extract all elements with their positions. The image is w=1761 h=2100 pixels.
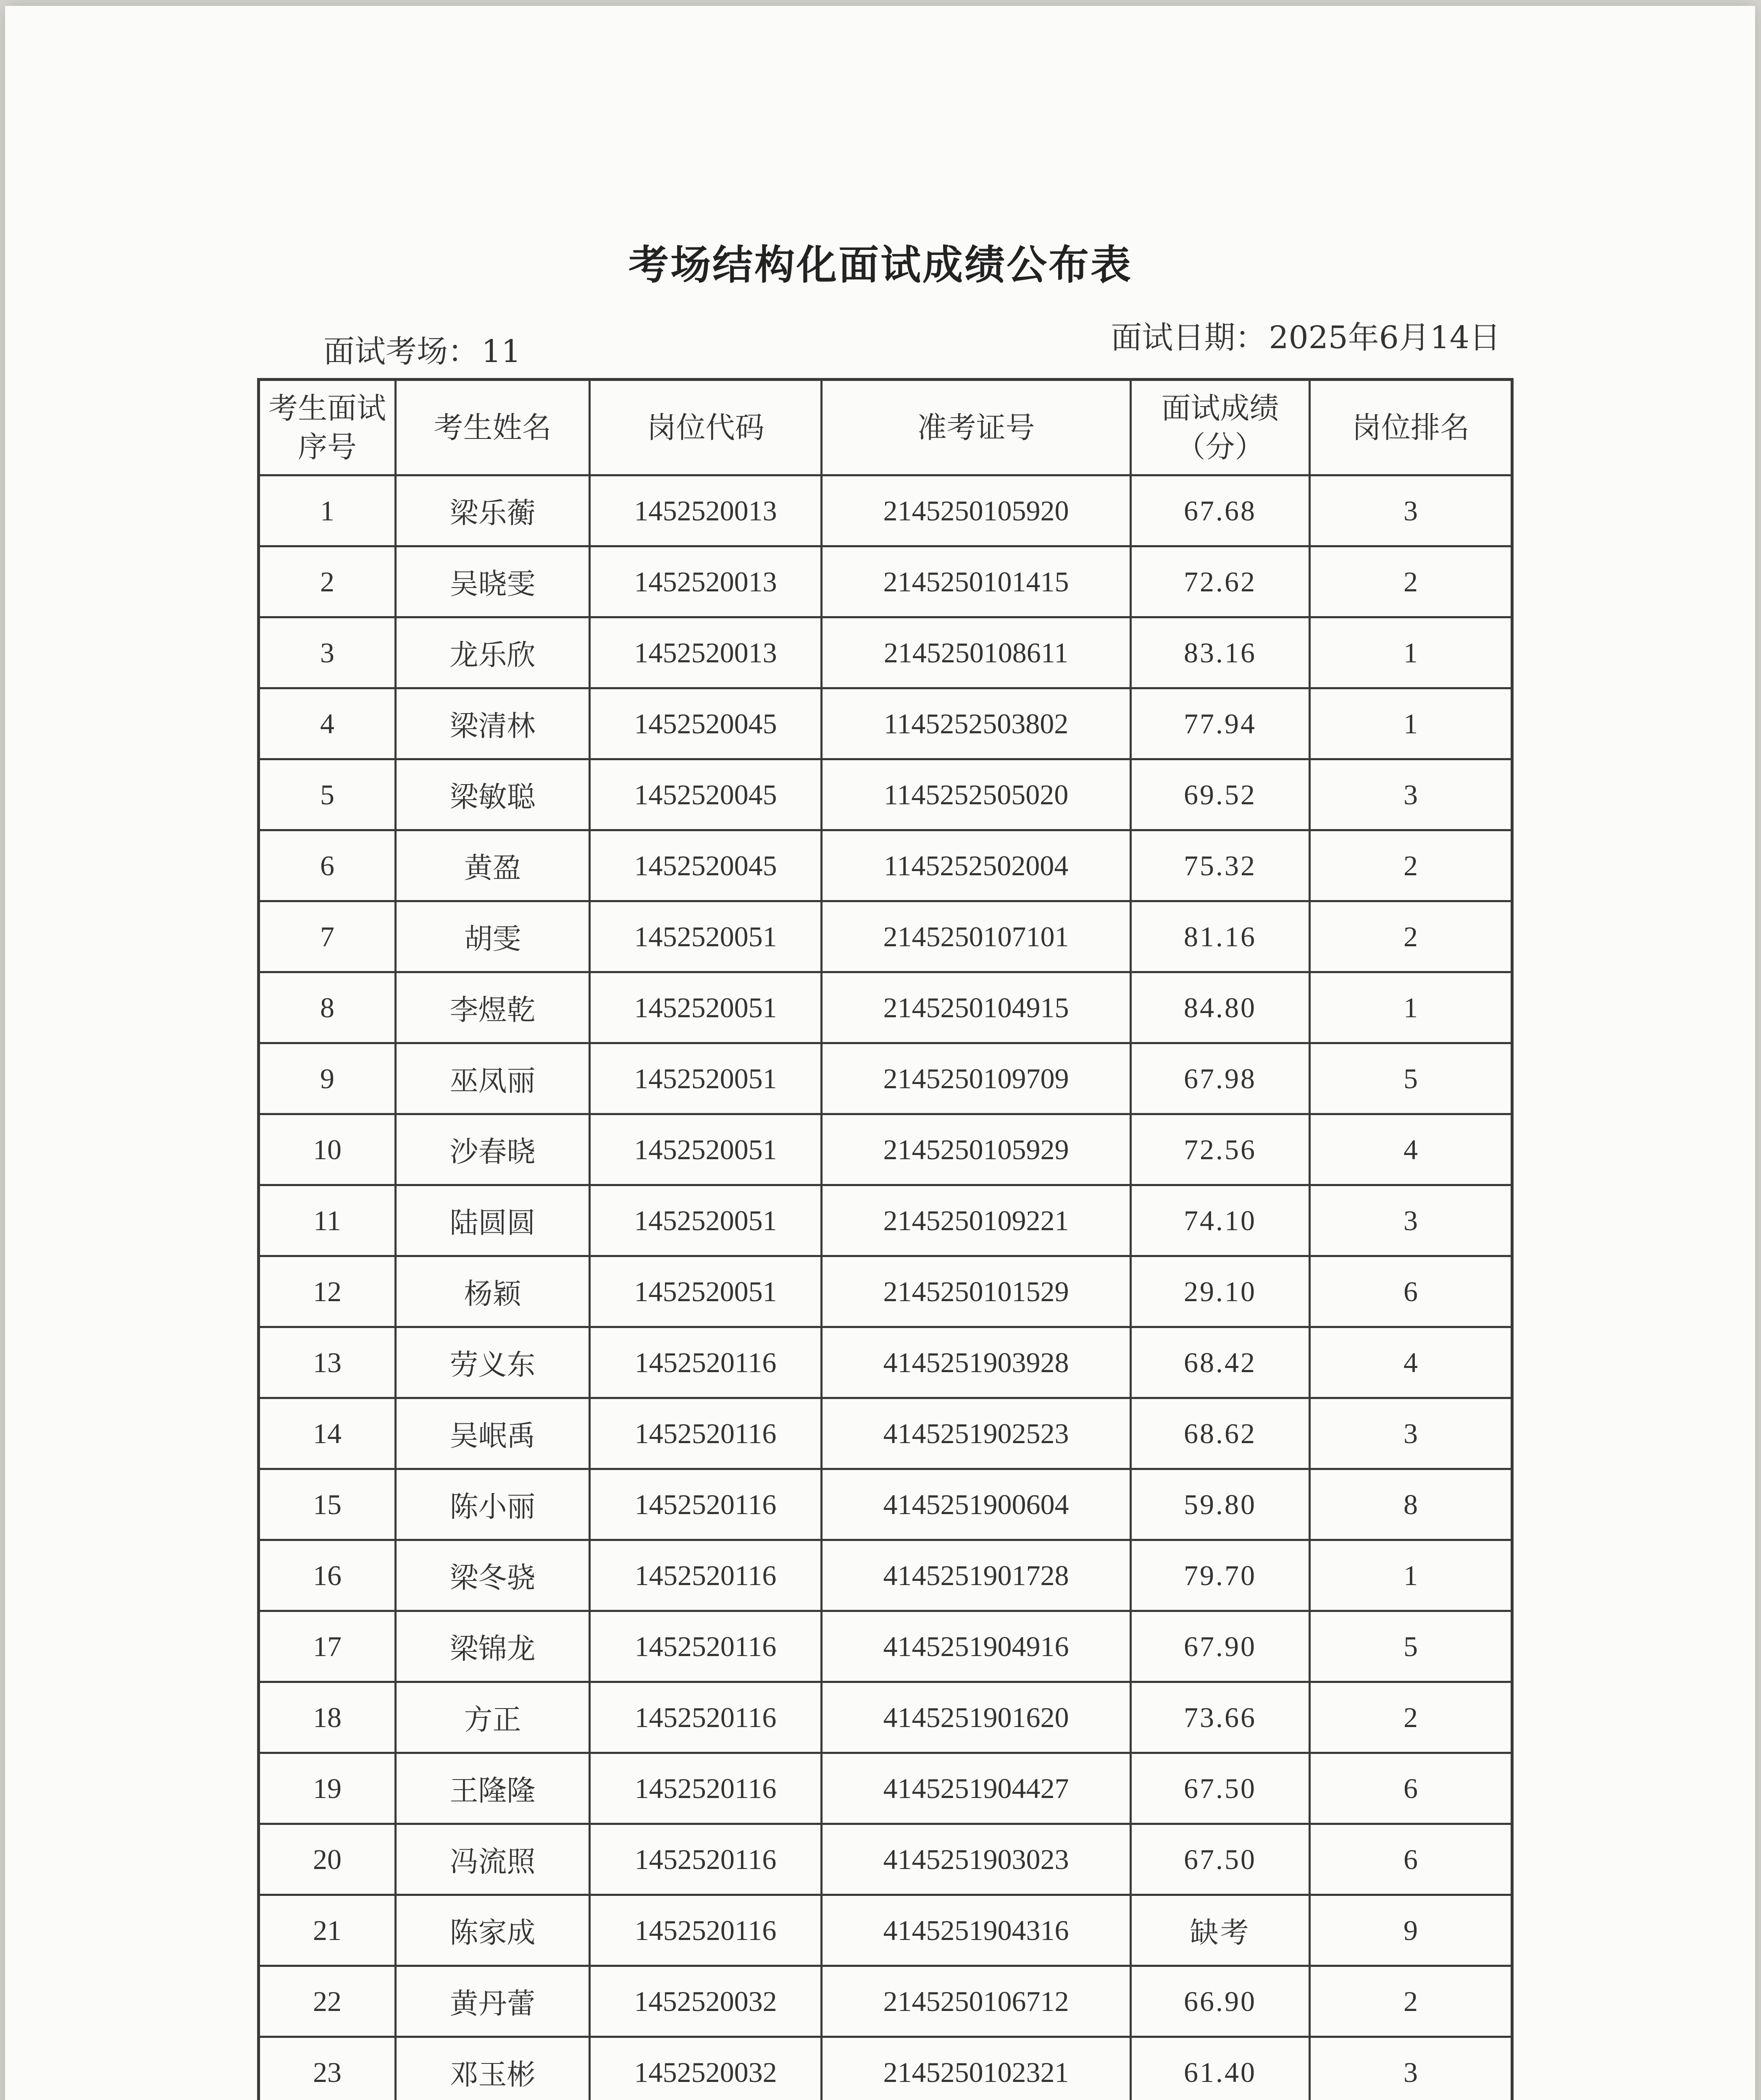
cell-ticket-number: 4145251903023: [822, 1824, 1131, 1895]
cell-seq: 2: [259, 546, 396, 617]
header-post-code: 岗位代码: [590, 380, 822, 475]
header-name: 考生姓名: [396, 380, 590, 475]
cell-seq: 10: [259, 1114, 396, 1185]
cell-rank: 1: [1310, 972, 1512, 1043]
table-row: [259, 901, 1512, 972]
cell-seq: 18: [259, 1682, 396, 1753]
cell-name: 梁清林: [396, 688, 590, 759]
cell-post-code: 1452520051: [590, 901, 822, 972]
cell-seq: 4: [259, 688, 396, 759]
cell-ticket-number: 4145251901620: [822, 1682, 1131, 1753]
cell-post-code: 1452520032: [590, 2037, 822, 2100]
cell-rank: 2: [1310, 1682, 1512, 1753]
table-row: [259, 546, 1512, 617]
cell-post-code: 1452520116: [590, 1824, 822, 1895]
cell-ticket-number: 1145252503802: [822, 688, 1131, 759]
cell-ticket-number: 2145250106712: [822, 1966, 1131, 2037]
table-body: [259, 475, 1512, 2100]
cell-name: 黄盈: [396, 830, 590, 901]
cell-ticket-number: 1145252502004: [822, 830, 1131, 901]
table-row: [259, 1114, 1512, 1185]
cell-ticket-number: 2145250107101: [822, 901, 1131, 972]
cell-name: 梁乐蘅: [396, 475, 590, 546]
cell-score: 68.62: [1131, 1398, 1310, 1469]
cell-seq: 20: [259, 1824, 396, 1895]
cell-score: 67.98: [1131, 1043, 1310, 1114]
cell-score: 73.66: [1131, 1682, 1310, 1753]
cell-seq: 15: [259, 1469, 396, 1540]
table-row: [259, 1895, 1512, 1966]
interview-date: [1111, 313, 1501, 357]
cell-name: 沙春晓: [396, 1114, 590, 1185]
cell-score: 66.90: [1131, 1966, 1310, 2037]
cell-seq: 11: [259, 1185, 396, 1256]
exam-room-label: 面试考场：: [323, 333, 479, 370]
header-score: 面试成绩（分）: [1131, 380, 1310, 475]
cell-seq: 3: [259, 617, 396, 688]
table-row: [259, 1824, 1512, 1895]
table-row: [259, 1540, 1512, 1611]
cell-score: 72.56: [1131, 1114, 1310, 1185]
exam-room: [323, 327, 521, 371]
cell-rank: 1: [1310, 617, 1512, 688]
table-row: [259, 1327, 1512, 1398]
cell-post-code: 1452520013: [590, 475, 822, 546]
cell-score: 83.16: [1131, 617, 1310, 688]
table-row: [259, 1682, 1512, 1753]
cell-score: 79.70: [1131, 1540, 1310, 1611]
table-row: [259, 688, 1512, 759]
cell-score: 84.80: [1131, 972, 1310, 1043]
cell-ticket-number: 4145251903928: [822, 1327, 1131, 1398]
cell-ticket-number: 2145250105929: [822, 1114, 1131, 1185]
cell-name: 陈家成: [396, 1895, 590, 1966]
cell-seq: 7: [259, 901, 396, 972]
cell-ticket-number: 2145250102321: [822, 2037, 1131, 2100]
cell-rank: 2: [1310, 546, 1512, 617]
table-row: [259, 1398, 1512, 1469]
cell-score: 68.42: [1131, 1327, 1310, 1398]
cell-post-code: 1452520116: [590, 1469, 822, 1540]
cell-post-code: 1452520116: [590, 1895, 822, 1966]
cell-ticket-number: 4145251901728: [822, 1540, 1131, 1611]
table-row: [259, 475, 1512, 546]
cell-seq: 19: [259, 1753, 396, 1824]
cell-score: 67.68: [1131, 475, 1310, 546]
cell-seq: 17: [259, 1611, 396, 1682]
table-row: [259, 1043, 1512, 1114]
cell-post-code: 1452520045: [590, 759, 822, 830]
cell-post-code: 1452520116: [590, 1398, 822, 1469]
scores-table: [257, 378, 1514, 2100]
cell-seq: 14: [259, 1398, 396, 1469]
cell-rank: 4: [1310, 1327, 1512, 1398]
cell-post-code: 1452520116: [590, 1611, 822, 1682]
cell-post-code: 1452520116: [590, 1682, 822, 1753]
cell-name: 黄丹蕾: [396, 1966, 590, 2037]
cell-name: 王隆隆: [396, 1753, 590, 1824]
cell-score: 61.40: [1131, 2037, 1310, 2100]
table-row: [259, 1469, 1512, 1540]
cell-rank: 3: [1310, 2037, 1512, 2100]
cell-name: 劳义东: [396, 1327, 590, 1398]
cell-score: 77.94: [1131, 688, 1310, 759]
header-rank: 岗位排名: [1310, 380, 1512, 475]
cell-rank: 1: [1310, 688, 1512, 759]
cell-post-code: 1452520051: [590, 1114, 822, 1185]
cell-rank: 2: [1310, 1966, 1512, 2037]
cell-name: 梁锦龙: [396, 1611, 590, 1682]
cell-rank: 3: [1310, 1398, 1512, 1469]
cell-score: 缺考: [1131, 1895, 1310, 1966]
cell-seq: 8: [259, 972, 396, 1043]
cell-rank: 5: [1310, 1043, 1512, 1114]
cell-ticket-number: 1145252505020: [822, 759, 1131, 830]
cell-ticket-number: 4145251904916: [822, 1611, 1131, 1682]
cell-name: 陆圆圆: [396, 1185, 590, 1256]
cell-post-code: 1452520116: [590, 1327, 822, 1398]
cell-name: 方正: [396, 1682, 590, 1753]
cell-score: 75.32: [1131, 830, 1310, 901]
cell-post-code: 1452520051: [590, 972, 822, 1043]
cell-post-code: 1452520116: [590, 1540, 822, 1611]
cell-rank: 3: [1310, 1185, 1512, 1256]
cell-name: 邓玉彬: [396, 2037, 590, 2100]
cell-rank: 5: [1310, 1611, 1512, 1682]
cell-seq: 13: [259, 1327, 396, 1398]
cell-rank: 1: [1310, 1540, 1512, 1611]
cell-rank: 9: [1310, 1895, 1512, 1966]
interview-date-value: 2025年6月14日: [1269, 320, 1501, 356]
cell-post-code: 1452520116: [590, 1753, 822, 1824]
cell-rank: 2: [1310, 830, 1512, 901]
table-row: [259, 1753, 1512, 1824]
cell-rank: 6: [1310, 1824, 1512, 1895]
header-seq: 考生面试序号: [259, 380, 396, 475]
cell-ticket-number: 2145250101415: [822, 546, 1131, 617]
cell-post-code: 1452520045: [590, 830, 822, 901]
table-header-row: [259, 380, 1512, 475]
cell-name: 胡雯: [396, 901, 590, 972]
table-row: [259, 830, 1512, 901]
interview-date-label: 面试日期：: [1111, 320, 1267, 356]
cell-name: 吴晓雯: [396, 546, 590, 617]
cell-post-code: 1452520051: [590, 1185, 822, 1256]
table-row: [259, 1611, 1512, 1682]
cell-name: 梁敏聪: [396, 759, 590, 830]
cell-post-code: 1452520013: [590, 617, 822, 688]
cell-ticket-number: 4145251904316: [822, 1895, 1131, 1966]
table-row: [259, 972, 1512, 1043]
cell-ticket-number: 2145250101529: [822, 1256, 1131, 1327]
cell-rank: 6: [1310, 1753, 1512, 1824]
cell-seq: 1: [259, 475, 396, 546]
cell-ticket-number: 2145250104915: [822, 972, 1131, 1043]
cell-score: 67.50: [1131, 1824, 1310, 1895]
cell-seq: 5: [259, 759, 396, 830]
table-row: [259, 1185, 1512, 1256]
cell-ticket-number: 4145251902523: [822, 1398, 1131, 1469]
cell-post-code: 1452520051: [590, 1256, 822, 1327]
cell-name: 龙乐欣: [396, 617, 590, 688]
exam-room-value: 11: [481, 333, 521, 370]
cell-rank: 2: [1310, 901, 1512, 972]
cell-name: 杨颖: [396, 1256, 590, 1327]
cell-score: 59.80: [1131, 1469, 1310, 1540]
cell-score: 67.50: [1131, 1753, 1310, 1824]
cell-score: 74.10: [1131, 1185, 1310, 1256]
cell-name: 冯流照: [396, 1824, 590, 1895]
cell-score: 29.10: [1131, 1256, 1310, 1327]
cell-ticket-number: 4145251904427: [822, 1753, 1131, 1824]
cell-ticket-number: 2145250108611: [822, 617, 1131, 688]
cell-name: 吴岷禹: [396, 1398, 590, 1469]
cell-post-code: 1452520013: [590, 546, 822, 617]
cell-name: 巫凤丽: [396, 1043, 590, 1114]
cell-ticket-number: 2145250109709: [822, 1043, 1131, 1114]
cell-seq: 23: [259, 2037, 396, 2100]
table-row: [259, 617, 1512, 688]
cell-rank: 4: [1310, 1114, 1512, 1185]
cell-post-code: 1452520032: [590, 1966, 822, 2037]
cell-seq: 16: [259, 1540, 396, 1611]
cell-seq: 9: [259, 1043, 396, 1114]
table-row: [259, 1966, 1512, 2037]
cell-seq: 21: [259, 1895, 396, 1966]
table-row: [259, 759, 1512, 830]
cell-score: 67.90: [1131, 1611, 1310, 1682]
table-row: [259, 1256, 1512, 1327]
cell-post-code: 1452520045: [590, 688, 822, 759]
page-title: 考场结构化面试成绩公布表: [628, 241, 1133, 289]
header-ticket-number: 准考证号: [822, 380, 1131, 475]
cell-ticket-number: 2145250109221: [822, 1185, 1131, 1256]
cell-rank: 3: [1310, 759, 1512, 830]
cell-seq: 12: [259, 1256, 396, 1327]
table-row: [259, 2037, 1512, 2100]
cell-score: 69.52: [1131, 759, 1310, 830]
cell-post-code: 1452520051: [590, 1043, 822, 1114]
cell-rank: 8: [1310, 1469, 1512, 1540]
cell-name: 梁冬骁: [396, 1540, 590, 1611]
cell-name: 李煜乾: [396, 972, 590, 1043]
cell-seq: 22: [259, 1966, 396, 2037]
cell-rank: 3: [1310, 475, 1512, 546]
cell-name: 陈小丽: [396, 1469, 590, 1540]
cell-ticket-number: 2145250105920: [822, 475, 1131, 546]
cell-score: 72.62: [1131, 546, 1310, 617]
cell-score: 81.16: [1131, 901, 1310, 972]
cell-rank: 6: [1310, 1256, 1512, 1327]
cell-seq: 6: [259, 830, 396, 901]
cell-ticket-number: 4145251900604: [822, 1469, 1131, 1540]
